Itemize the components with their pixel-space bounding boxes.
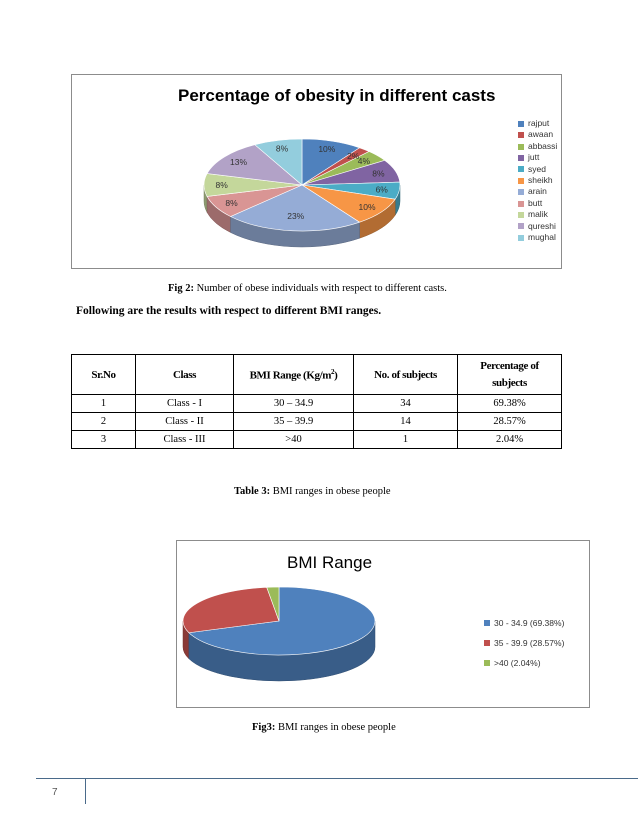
- table-row: [72, 413, 562, 431]
- chart-title: BMI Range: [287, 553, 373, 572]
- obesity-cast-chart: [71, 74, 562, 269]
- legend-item: [518, 152, 557, 163]
- page-footer: [36, 778, 638, 804]
- figure-3-caption: Fig3: BMI ranges in obese people: [252, 722, 396, 733]
- cell: 2: [72, 413, 136, 431]
- table-row: [72, 395, 562, 413]
- header-percentage: Percentage of subjects: [458, 355, 562, 395]
- pie-data-label: 8%: [275, 143, 289, 154]
- legend-item: [518, 164, 557, 175]
- section-intro: Following are the results with respect to different BMI ranges.: [76, 305, 382, 317]
- bmi-range-chart: [176, 540, 590, 708]
- cell: 28.57%: [458, 413, 562, 431]
- legend-swatch: [518, 189, 524, 195]
- legend-item: [518, 186, 557, 197]
- cell: >40: [234, 431, 354, 449]
- legend-swatch: [518, 121, 524, 127]
- legend-label: sheikh: [528, 175, 553, 186]
- legend-label: rajput: [528, 118, 550, 128]
- legend-label: >40 (2.04%): [494, 658, 541, 668]
- legend-label: arain: [528, 186, 547, 197]
- header-bmi-range: BMI Range $(Kg/m^2)$: [234, 355, 354, 395]
- table-row: [72, 431, 562, 449]
- legend-item: [484, 613, 564, 633]
- chart-title: Percentage of obesity in different casts: [178, 86, 496, 105]
- legend-item: [518, 129, 557, 140]
- legend-swatch: [518, 155, 524, 161]
- figure-2-caption: Fig 2: Number of obese individuals with respect to different casts.: [168, 283, 447, 294]
- legend-swatch: [484, 640, 490, 646]
- cell: 34: [354, 395, 458, 413]
- pie-data-label: 4%: [357, 155, 371, 166]
- legend-item: [518, 232, 557, 243]
- legend-swatch: [518, 223, 524, 229]
- page-number: 7: [36, 778, 86, 804]
- pie-data-label: 2%: [347, 150, 360, 161]
- legend-label: syed: [528, 163, 546, 174]
- legend-label: qureshi: [528, 220, 556, 231]
- legend-item: [484, 633, 564, 653]
- cell: Class - III: [136, 431, 234, 449]
- legend-item: [518, 209, 557, 220]
- pie-data-label: 10%: [318, 144, 336, 155]
- legend-swatch: [518, 235, 524, 241]
- legend-item: [518, 141, 557, 152]
- pie-data-label: 8%: [372, 168, 385, 179]
- cell: 3: [72, 431, 136, 449]
- header-srno: Sr.No: [72, 355, 136, 395]
- pie-data-label: 8%: [225, 198, 238, 209]
- cell: Class - II: [136, 413, 234, 431]
- legend-label: 30 - 34.9 (69.38%): [494, 618, 565, 628]
- chart-legend: [484, 613, 564, 673]
- table-header-row: [72, 355, 562, 395]
- legend-swatch: [484, 620, 490, 626]
- cell: 69.38%: [458, 395, 562, 413]
- cell: 1: [72, 395, 136, 413]
- bmi-table: [71, 354, 562, 449]
- legend-swatch: [518, 144, 524, 150]
- cell: 1: [354, 431, 458, 449]
- legend-item: [518, 175, 557, 186]
- legend-swatch: [484, 660, 490, 666]
- legend-item: [484, 653, 564, 673]
- legend-label: abbassi: [528, 140, 558, 151]
- cell: Class - I: [136, 395, 234, 413]
- pie-data-label: 6%: [375, 184, 388, 195]
- legend-swatch: [518, 132, 524, 138]
- legend-label: mughal: [528, 232, 556, 243]
- footer-divider: [86, 778, 638, 779]
- cell: 14: [354, 413, 458, 431]
- legend-swatch: [518, 212, 524, 218]
- obesity-pie: [72, 75, 563, 270]
- legend-swatch: [518, 178, 524, 184]
- cell: 30 – 34.9: [234, 395, 354, 413]
- legend-label: jutt: [528, 152, 540, 163]
- legend-label: awaan: [528, 129, 554, 140]
- header-subjects: No. of subjects: [354, 355, 458, 395]
- pie-data-label: 10%: [358, 202, 376, 213]
- legend-item: [518, 198, 557, 209]
- chart-legend: [518, 118, 557, 243]
- pie-data-label: 23%: [287, 211, 305, 222]
- legend-item: [518, 221, 557, 232]
- legend-item: [518, 118, 557, 129]
- legend-label: 35 - 39.9 (28.57%): [494, 638, 565, 648]
- legend-swatch: [518, 201, 524, 207]
- pie-data-label: 13%: [229, 156, 248, 167]
- cell: 35 – 39.9: [234, 413, 354, 431]
- cell: 2.04%: [458, 431, 562, 449]
- header-class: Class: [136, 355, 234, 395]
- pie-data-label: 8%: [215, 180, 228, 190]
- legend-swatch: [518, 166, 524, 172]
- legend-label: butt: [528, 197, 543, 208]
- legend-label: malik: [528, 209, 548, 220]
- table-3-caption: Table 3: BMI ranges in obese people: [234, 486, 391, 497]
